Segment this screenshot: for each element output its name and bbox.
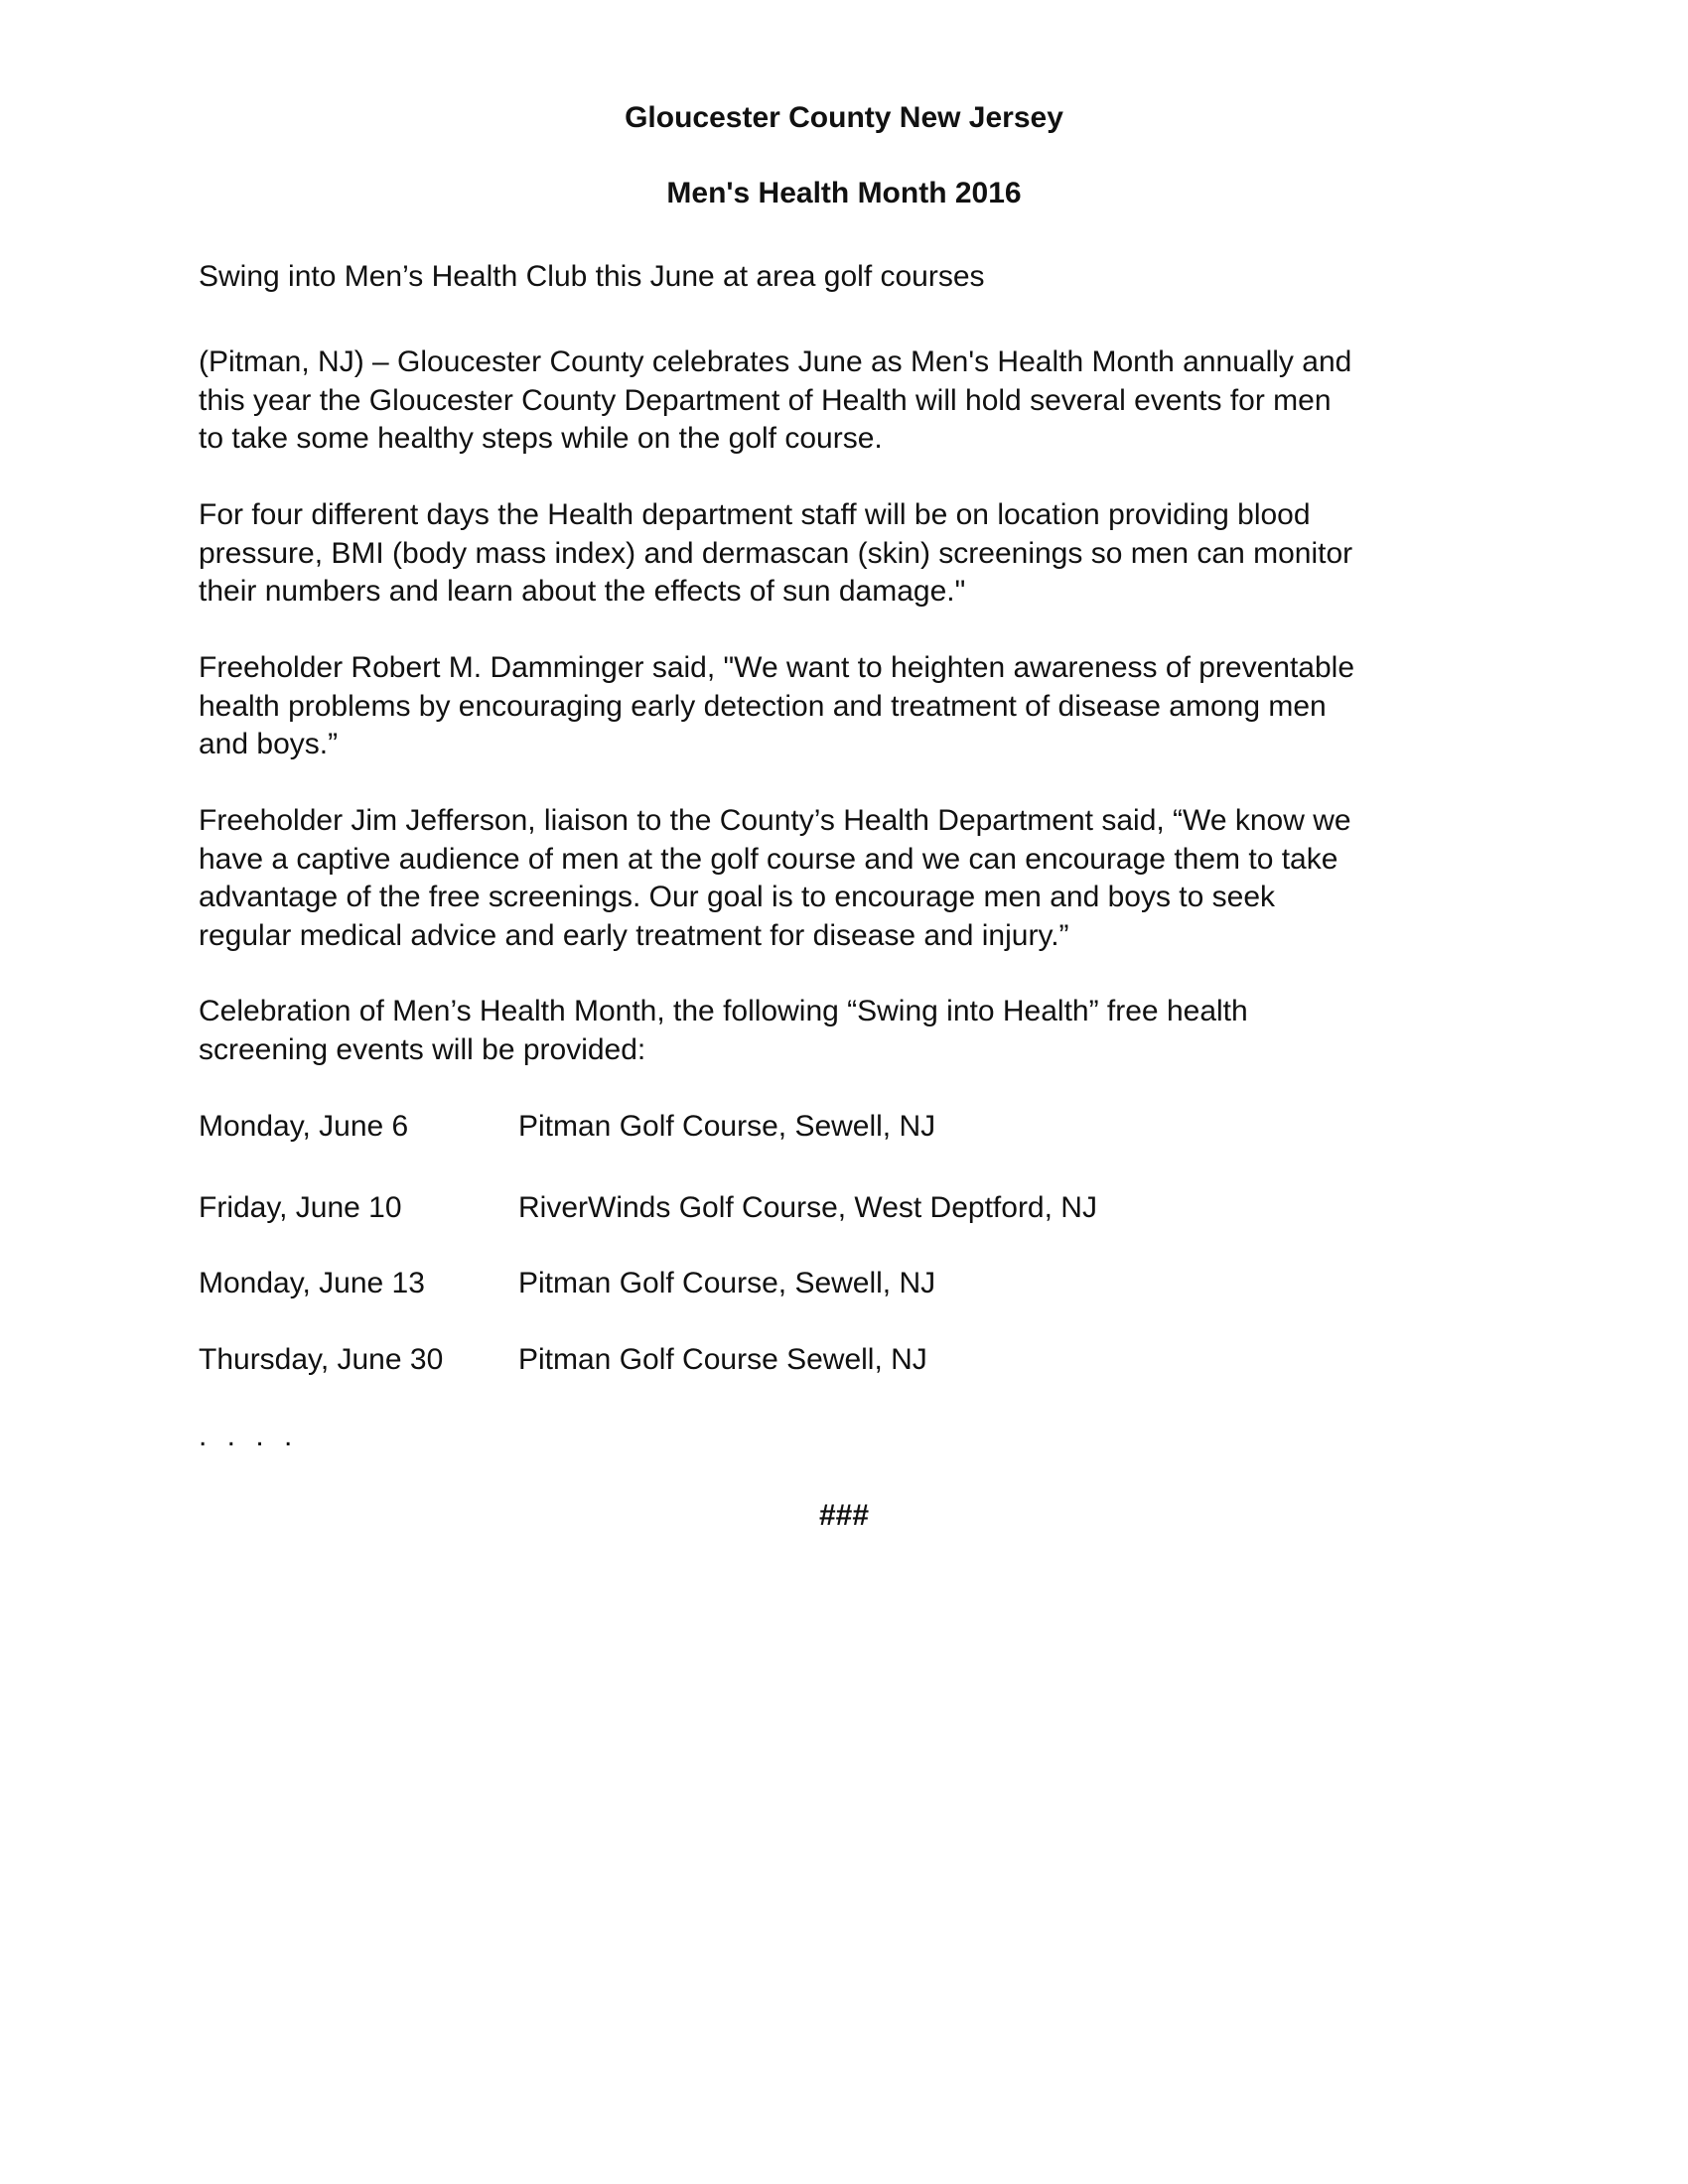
end-of-release-mark: ### [818, 1499, 870, 1532]
document-subtitle: Men's Health Month 2016 [666, 177, 1022, 209]
event-date: Monday, June 13 [199, 1267, 425, 1299]
paragraph-events-intro [199, 993, 1509, 1069]
text-line: their numbers and learn about the effects of sun damage." [199, 575, 966, 608]
event-date: Friday, June 10 [199, 1191, 402, 1224]
paragraph-intro [199, 343, 1509, 459]
event-row [199, 1189, 1509, 1229]
text-line: Freeholder Robert M. Damminger said, "We want to heighten awareness of preventable [199, 651, 1355, 684]
text-line: Celebration of Men’s Health Month, the following “Swing into Health” free health [199, 995, 1248, 1027]
text-line: (Pitman, NJ) – Gloucester County celebrates June as Men's Health Month annually and [199, 345, 1352, 378]
text-line: health problems by encouraging early detection and treatment of disease among men [199, 689, 1327, 723]
text-line: this year the Gloucester County Department of Health will hold several events for men [199, 383, 1332, 417]
text-line: and boys.” [199, 728, 339, 760]
paragraph-jefferson-quote [199, 802, 1509, 955]
event-venue: RiverWinds Golf Course, West Deptford, NJ [518, 1191, 1097, 1224]
event-venue: Pitman Golf Course, Sewell, NJ [518, 1110, 936, 1143]
text-line: to take some healthy steps while on the golf course. [199, 422, 883, 455]
event-row [199, 1341, 1509, 1381]
event-row [199, 1265, 1509, 1304]
event-date: Monday, June 6 [199, 1110, 409, 1143]
text-line: For four different days the Health department staff will be on location providing blood [199, 498, 1311, 531]
event-date: Thursday, June 30 [199, 1343, 444, 1376]
ellipsis-marker: . . . . [199, 1420, 299, 1452]
paragraph-damminger-quote [199, 649, 1509, 764]
text-line: advantage of the free screenings. Our goal is to encourage men and boys to seek [199, 881, 1276, 913]
event-venue: Pitman Golf Course, Sewell, NJ [518, 1267, 936, 1299]
event-row [199, 1108, 1509, 1148]
event-venue: Pitman Golf Course Sewell, NJ [518, 1343, 927, 1376]
document-title: Gloucester County New Jersey [625, 101, 1063, 134]
text-line: Freeholder Jim Jefferson, liaison to the County’s Health Department said, “We know we [199, 804, 1351, 837]
text-line: pressure, BMI (body mass index) and dermascan (skin) screenings so men can monitor [199, 536, 1353, 570]
paragraph-screenings [199, 496, 1509, 612]
press-release-headline: Swing into Men’s Health Club this June at area golf courses [199, 260, 985, 293]
text-line: have a captive audience of men at the golf course and we can encourage them to take [199, 842, 1338, 876]
text-line: screening events will be provided: [199, 1032, 646, 1066]
text-line: regular medical advice and early treatment for disease and injury.” [199, 918, 1069, 952]
